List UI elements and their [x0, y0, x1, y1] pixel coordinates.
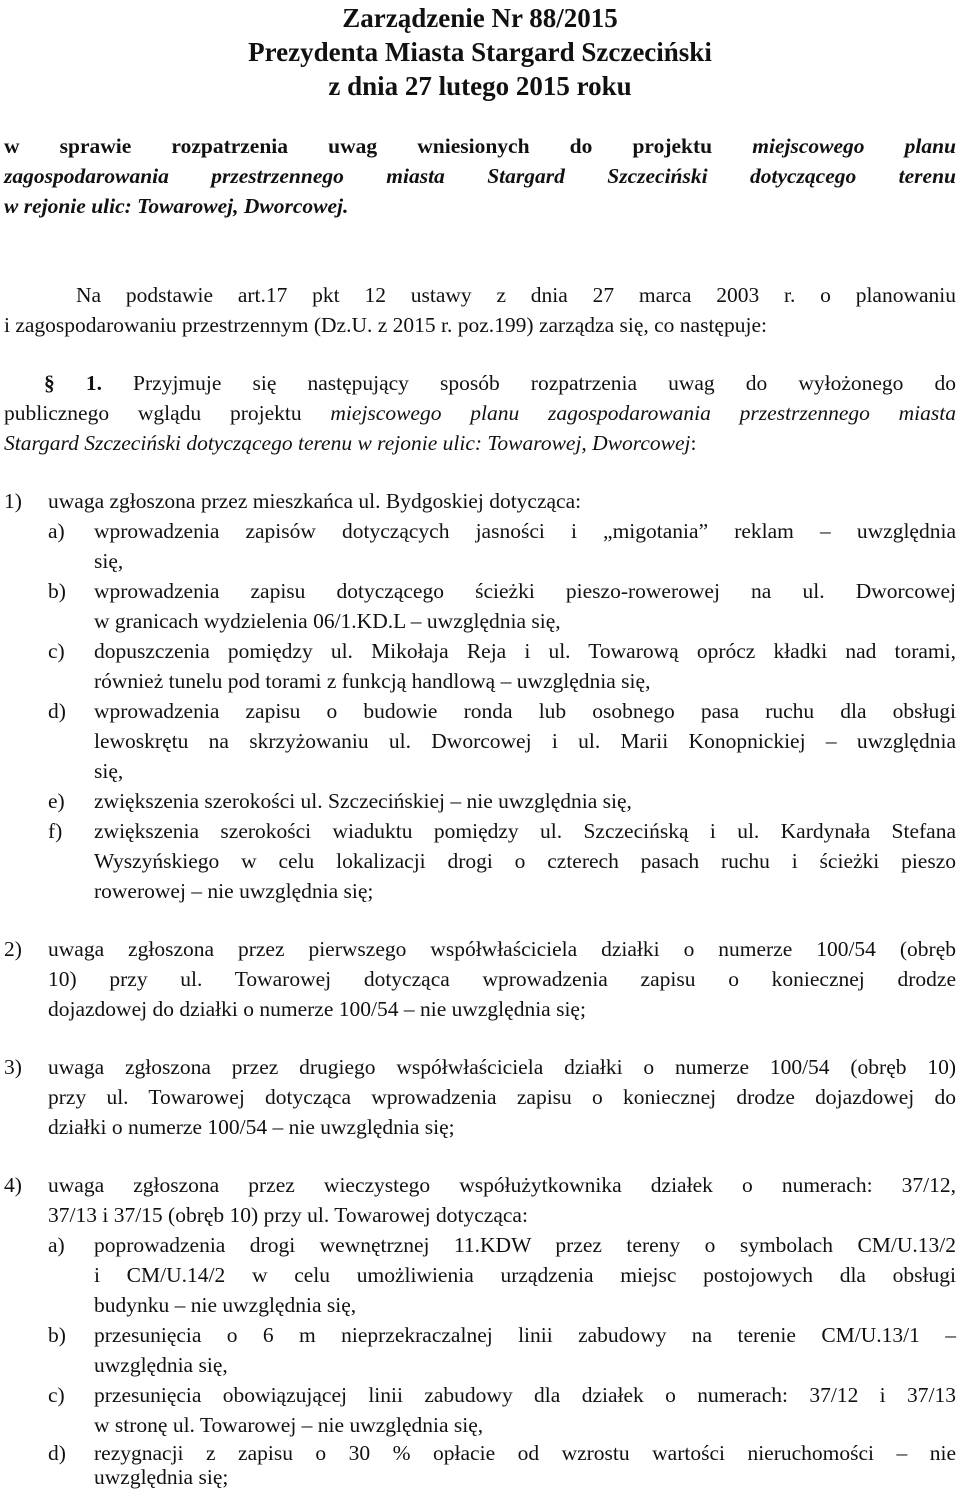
document-title-line3: z dnia 27 lutego 2015 roku [328, 71, 632, 101]
remark-4-line-2: 37/13 i 37/15 (obręb 10) przy ul. Towarowej dotycząca: [48, 1203, 528, 1227]
subject-line-2: zagospodarowania przestrzennego miasta Stargard Szczeciński dotyczącego terenu [4, 164, 956, 188]
remark-3-line-3: działki o numerze 100/54 – nie uwzględnia się; [48, 1115, 455, 1139]
remark-1-item-b-label: b) [48, 579, 66, 603]
remark-3-line-1: uwaga zgłoszona przez drugiego współwłaściciela działki o numerze 100/54 (obręb 10) [48, 1055, 956, 1079]
remark-3-line-2: przy ul. Towarowej dotycząca wprowadzenia zapisu o koniecznej drodze dojazdowej do [48, 1085, 956, 1109]
remark-1-item-a-line-2: się, [94, 549, 124, 573]
remark-4-item-c-line-1: przesunięcia obowiązującej linii zabudowy dla działek o numerach: 37/12 i 37/13 [94, 1383, 956, 1407]
remark-1-item-e-line-1: zwiększenia szerokości ul. Szczecińskiej – nie uwzględnia się, [94, 789, 632, 813]
remark-1-item-a-line-1: wprowadzenia zapisów dotyczących jasności i „migotania” reklam – uwzględnia [94, 519, 956, 543]
section-1-line-2-italic: miejscowego planu zagospodarowania przestrzennego miasta [330, 401, 956, 425]
remark-1-item-c-label: c) [48, 639, 65, 663]
section-1-line-2 [4, 400, 956, 426]
basis-line-1: Na podstawie art.17 pkt 12 ustawy z dnia 27 marca 2003 r. o planowaniu [76, 283, 956, 307]
remark-4-item-b-label: b) [48, 1323, 66, 1347]
section-1-line-3-colon: : [690, 431, 697, 455]
remark-4-item-a-label: a) [48, 1233, 65, 1257]
remark-1-item-d-label: d) [48, 699, 66, 723]
remark-4-item-c-label: c) [48, 1383, 65, 1407]
remark-4-item-c-line-2: w stronę ul. Towarowej – nie uwzględnia się, [94, 1413, 484, 1437]
document-title-line2: Prezydenta Miasta Stargard Szczeciński [248, 37, 712, 67]
section-1-line-1-text: Przyjmuje się następujący sposób rozpatrzenia uwag do wyłożonego do [133, 371, 957, 395]
remark-2-number: 2) [4, 937, 22, 961]
remark-1-item-d-line-2: lewoskrętu na skrzyżowaniu ul. Dworcowej i ul. Marii Konopnickiej – uwzględnia [94, 729, 956, 753]
remark-1-line-1: uwaga zgłoszona przez mieszkańca ul. Bydgoskiej dotycząca: [48, 489, 582, 513]
remark-4-item-d-line-2: uwzględnia się; [94, 1465, 229, 1489]
remark-1-item-f-label: f) [48, 819, 63, 843]
remark-1-item-a-label: a) [48, 519, 65, 543]
remark-1-item-d-line-3: się, [94, 759, 124, 783]
remark-1-item-e-label: e) [48, 789, 65, 813]
remark-1-item-d-line-1: wprowadzenia zapisu o budowie ronda lub osobnego pasa ruchu dla obsługi [94, 699, 956, 723]
subject-line-1 [4, 133, 956, 159]
remark-4-item-a-line-3: budynku – nie uwzględnia się, [94, 1293, 357, 1317]
remark-1-item-f-line-3: rowerowej – nie uwzględnia się; [94, 879, 374, 903]
section-1-mark: § 1. [44, 371, 102, 395]
remark-1-item-c-line-2: również tunelu pod torami z funkcją handlową – uwzględnia się, [94, 669, 651, 693]
subject-line-1-italic: miejscowego planu [752, 134, 957, 158]
remark-1-number: 1) [4, 489, 22, 513]
remark-4-line-1: uwaga zgłoszona przez wieczystego współużytkownika działek o numerach: 37/12, [48, 1173, 956, 1197]
remark-4-item-a-line-2: i CM/U.14/2 w celu umożliwienia urządzenia miejsc postojowych dla obsługi [94, 1263, 956, 1287]
remark-4-number: 4) [4, 1173, 22, 1197]
remark-3-number: 3) [4, 1055, 22, 1079]
remark-4-item-d-line-1: rezygnacji z zapisu o 30 % opłacie od wzrostu wartości nieruchomości – nie [94, 1441, 956, 1465]
section-1-line-3 [4, 430, 956, 456]
section-1-line-3-italic: Stargard Szczeciński dotyczącego terenu w rejonie ulic: Towarowej, Dworcowej [4, 431, 691, 455]
remark-1-item-b-line-2: w granicach wydzielenia 06/1.KD.L – uwzględnia się, [94, 609, 561, 633]
subject-line-1-plain: w sprawie rozpatrzenia uwag wniesionych do projektu [4, 134, 713, 158]
remark-4-item-b-line-1: przesunięcia o 6 m nieprzekraczalnej linii zabudowy na terenie CM/U.13/1 – [94, 1323, 956, 1347]
remark-4-item-b-line-2: uwzględnia się, [94, 1353, 228, 1377]
remark-1-item-f-line-2: Wyszyńskiego w celu lokalizacji drogi o czterech pasach ruchu i ścieżki pieszo [94, 849, 956, 873]
subject-line-3: w rejonie ulic: Towarowej, Dworcowej. [4, 194, 349, 218]
remark-4-item-a-line-1: poprowadzenia drogi wewnętrznej 11.KDW przez tereny o symbolach CM/U.13/2 [94, 1233, 956, 1257]
remark-2-line-1: uwaga zgłoszona przez pierwszego współwłaściciela działki o numerze 100/54 (obręb [48, 937, 956, 961]
remark-4-item-d-label: d) [48, 1441, 66, 1465]
remark-2-line-3: dojazdowej do działki o numerze 100/54 – nie uwzględnia się; [48, 997, 586, 1021]
remark-1-item-f-line-1: zwiększenia szerokości wiaduktu pomiędzy ul. Szczecińską i ul. Kardynała Stefana [94, 819, 956, 843]
remark-1-item-b-line-1: wprowadzenia zapisu dotyczącego ścieżki pieszo-rowerowej na ul. Dworcowej [94, 579, 956, 603]
remark-1-item-c-line-1: dopuszczenia pomiędzy ul. Mikołaja Reja i ul. Towarową oprócz kładki nad torami, [94, 639, 956, 663]
remark-2-line-2: 10) przy ul. Towarowej dotycząca wprowadzenia zapisu o koniecznej drodze [48, 967, 956, 991]
section-1-line-2-plain: publicznego wglądu projektu [4, 401, 302, 425]
section-1-line-1 [44, 370, 956, 396]
document-title-line1: Zarządzenie Nr 88/2015 [342, 3, 618, 33]
basis-line-2: i zagospodarowaniu przestrzennym (Dz.U. z 2015 r. poz.199) zarządza się, co następuje: [4, 313, 767, 337]
